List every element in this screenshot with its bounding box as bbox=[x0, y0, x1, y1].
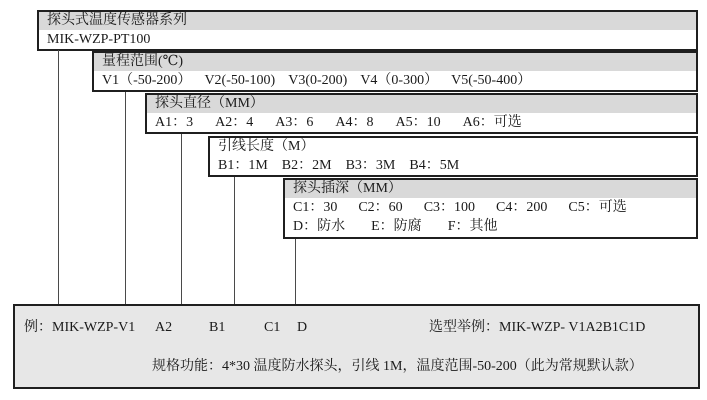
example-code-a2: A2 bbox=[155, 320, 173, 335]
extra-option-f: F：其他 bbox=[447, 219, 498, 234]
range-option-v5: V5(-50-400） bbox=[451, 73, 532, 88]
range-option-v2: V2(-50-100) bbox=[204, 73, 276, 88]
diameter-option-a1: A1：3 bbox=[155, 115, 194, 130]
diameter-option-a3: A3：6 bbox=[275, 115, 314, 130]
example-box bbox=[13, 304, 700, 389]
lead-option-b3: B3：3M bbox=[345, 158, 396, 173]
range-option-v1: V1（-50-200） bbox=[102, 73, 192, 88]
diameter-option-a6: A6：可选 bbox=[462, 115, 522, 130]
series-box bbox=[37, 10, 698, 51]
lead-option-b1: B1：1M bbox=[218, 158, 268, 173]
connector-line-range bbox=[125, 92, 126, 304]
lead-box bbox=[208, 136, 698, 177]
extra-options-row bbox=[285, 217, 696, 236]
depth-option-c3: C3：100 bbox=[423, 200, 476, 215]
example-code-b1: B1 bbox=[209, 320, 226, 335]
example-code-d: D bbox=[297, 320, 308, 335]
depth-title: 探头插深（MM） bbox=[285, 180, 696, 198]
range-options-row bbox=[94, 71, 696, 90]
depth-option-c2: C2：60 bbox=[358, 200, 403, 215]
selection-example: 选型举例：MIK-WZP- V1A2B1C1D bbox=[429, 320, 646, 335]
lead-option-b2: B2：2M bbox=[281, 158, 332, 173]
connector-line-diameter bbox=[181, 134, 182, 304]
depth-option-c4: C4：200 bbox=[496, 200, 548, 215]
extra-option-d: D：防水 bbox=[293, 219, 346, 234]
diameter-box bbox=[145, 93, 698, 134]
series-title: 探头式温度传感器系列 bbox=[39, 12, 696, 30]
series-model: MIK-WZP-PT100 bbox=[47, 32, 151, 47]
depth-option-c1: C1：30 bbox=[293, 200, 338, 215]
connector-line-depth bbox=[295, 239, 296, 304]
lead-options-row bbox=[210, 156, 696, 175]
lead-title: 引线长度（M） bbox=[210, 138, 696, 156]
diameter-option-a2: A2：4 bbox=[215, 115, 254, 130]
range-title: 量程范围(℃) bbox=[94, 53, 696, 71]
diameter-option-a5: A5：10 bbox=[395, 115, 441, 130]
range-option-v3: V3(0-200) bbox=[288, 73, 348, 88]
depth-box bbox=[283, 178, 698, 239]
extra-option-e: E：防腐 bbox=[371, 219, 422, 234]
diameter-options-row bbox=[147, 113, 696, 132]
depth-option-c5: C5：可选 bbox=[568, 200, 627, 215]
spec-description: 规格功能：4*30 温度防水探头，引线 1M，温度范围-50-200（此为常规默认款） bbox=[152, 359, 643, 374]
connector-line-lead bbox=[234, 177, 235, 304]
lead-option-b4: B4：5M bbox=[409, 158, 460, 173]
example-code-c1: C1 bbox=[264, 320, 281, 335]
range-box bbox=[92, 51, 698, 92]
diameter-title: 探头直径（MM） bbox=[147, 95, 696, 113]
depth-options-row bbox=[285, 198, 696, 217]
range-option-v4: V4（0-300） bbox=[360, 73, 439, 88]
connector-line-series bbox=[58, 50, 59, 304]
example-prefix: 例：MIK-WZP-V1 bbox=[24, 320, 136, 335]
diameter-option-a4: A4：8 bbox=[335, 115, 374, 130]
